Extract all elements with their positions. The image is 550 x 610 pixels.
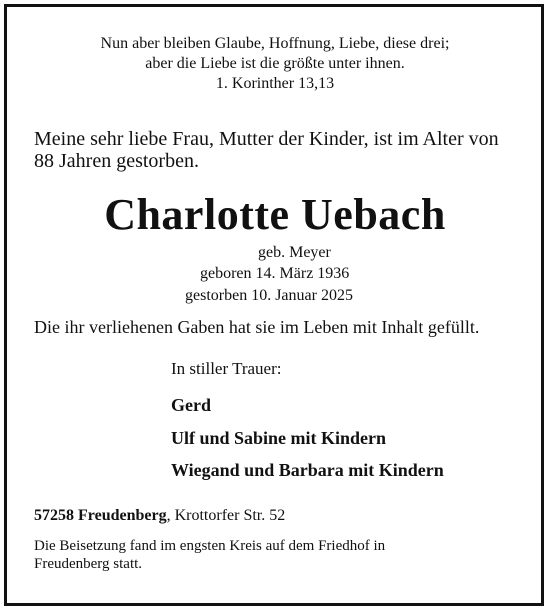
maiden-name: geb. Meyer <box>258 244 331 261</box>
mourner-name: Ulf und Sabine mit Kindern <box>171 428 387 448</box>
bible-verse-reference: 1. Korinther 13,13 <box>215 75 335 92</box>
bible-verse-line-2: aber die Liebe ist die größte unter ihnen. <box>145 55 405 72</box>
death-date: gestorben 10. Januar 2025 <box>185 287 353 304</box>
birth-date: geboren 14. März 1936 <box>200 265 350 282</box>
burial-line-1: Die Beisetzung fand im engsten Kreis auf dem Friedhof in <box>34 538 386 554</box>
intro-line-2: 88 Jahren gestorben. <box>34 150 199 172</box>
bible-verse-line-1: Nun aber bleiben Glaube, Hoffnung, Liebe, diese drei; <box>100 35 450 52</box>
intro-line-1: Meine sehr liebe Frau, Mutter der Kinder, ist im Alter von <box>34 128 499 150</box>
burial-line-2: Freudenberg statt. <box>34 556 143 572</box>
tribute-text: Die ihr verliehenen Gaben hat sie im Leben mit Inhalt gefüllt. <box>34 317 480 337</box>
mourning-heading: In stiller Trauer: <box>171 359 282 378</box>
mourner-name: Gerd <box>171 395 211 415</box>
mourner-name: Wiegand und Barbara mit Kindern <box>171 460 444 480</box>
address-street: , Krottorfer Str. 52 <box>166 507 286 524</box>
deceased-name: Charlotte Uebach <box>104 190 446 239</box>
address-place: 57258 Freudenberg <box>34 507 167 524</box>
address <box>34 508 285 524</box>
